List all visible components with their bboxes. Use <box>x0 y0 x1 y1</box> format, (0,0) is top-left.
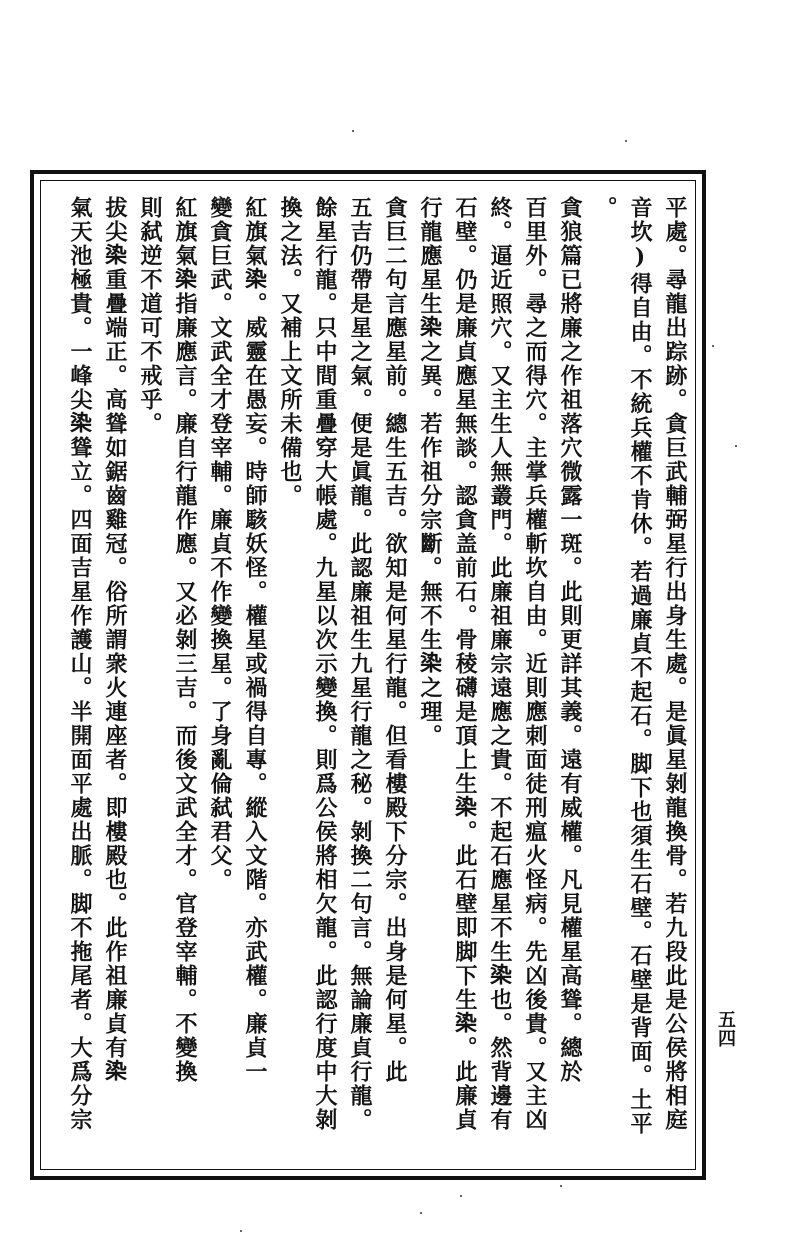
text-column: 。 <box>592 196 618 220</box>
text-column: 換之法。又補上文所未備也。 <box>277 196 303 508</box>
scan-speck <box>420 1212 422 1214</box>
text-column: 貪巨二句言應星前。總生五吉。欲知是何星行龍。但看樓殿下分宗。出身是何星。此 <box>382 196 408 1084</box>
scan-speck <box>712 345 714 347</box>
text-column: 平處。尋龍出踪跡。貪巨武輔弼星行出身生處。是眞星剝龍換骨。若九段此是公侯將相庭 <box>662 196 688 1132</box>
text-column: 音坎)得自由。不統兵權不肯休。若過廉貞不起石。脚下也須生石壁。石壁是背面。土平 <box>627 196 653 1136</box>
text-column: 氣天池極貴。一峰尖𣑱聳立。四面吉星作護山。半開面平處出脈。脚不拖尾者。大爲分宗 <box>67 196 93 1132</box>
text-column: 貪狼篇已將廉之作祖落穴微露一斑。此則更詳其義。遠有威權。凡見權星高聳。總於 <box>557 196 583 1084</box>
text-column: 餘星行龍。只中間重疊穿大帳處。九星以次示變換。則爲公侯將相欠龍。此認行度中大剝 <box>312 196 338 1132</box>
page-number: 五四 <box>715 1010 736 1048</box>
text-column: 終。逼近照穴。又主生人無叢門。此廉祖廉宗遠應之貴。不起石應星不生𣑱也。然背邊有 <box>487 196 513 1132</box>
text-column: 石壁。仍是廉貞應星無談。認貪盖前石。骨稜礴是頂上生𣑱。此石壁即脚下生𣑱。此廉貞 <box>452 196 478 1132</box>
scan-speck <box>352 130 354 132</box>
scan-speck <box>560 1185 562 1187</box>
text-column: 則弑逆不道可不戒乎。 <box>137 196 163 436</box>
text-column: 百里外。尋之而得穴。主掌兵權斬坎自由。近則應刺面徒刑瘟火怪病。先凶後貴。又主凶 <box>522 196 548 1132</box>
text-column: 拔尖𣑱重疊端正。高聳如鋸齒雞冠。俗所謂衆火連座者。即樓殿也。此作祖廉貞有𣑱 <box>102 196 128 1084</box>
scan-speck <box>240 1230 242 1232</box>
body-text <box>56 196 696 1156</box>
scan-speck <box>735 445 737 447</box>
text-column: 行龍應星生𣑱之異。若作祖分宗斷。無不生𣑱之理。 <box>417 196 443 748</box>
text-column: 紅旗氣𣑱指廉應言。廉自行龍作應。又必剝三吉。而後文武全才。官登宰輔。不變換 <box>172 196 198 1084</box>
text-column: 五吉仍帶是星之氣。便是眞龍。此認廉祖生九星行龍之秘。剝換二句言。無論廉貞行龍。 <box>347 196 373 1132</box>
scan-speck <box>625 140 627 142</box>
text-column: 變貪巨武。文武全才登宰輔。廉貞不作變換星。了身亂倫弑君父。 <box>207 196 233 892</box>
text-column: 紅旗氣𣑱。威靈在愚妄。時師駭妖怪。權星或禍得自專。縱入文階。亦武權。廉貞一 <box>242 196 268 1084</box>
scan-speck <box>460 1195 462 1197</box>
